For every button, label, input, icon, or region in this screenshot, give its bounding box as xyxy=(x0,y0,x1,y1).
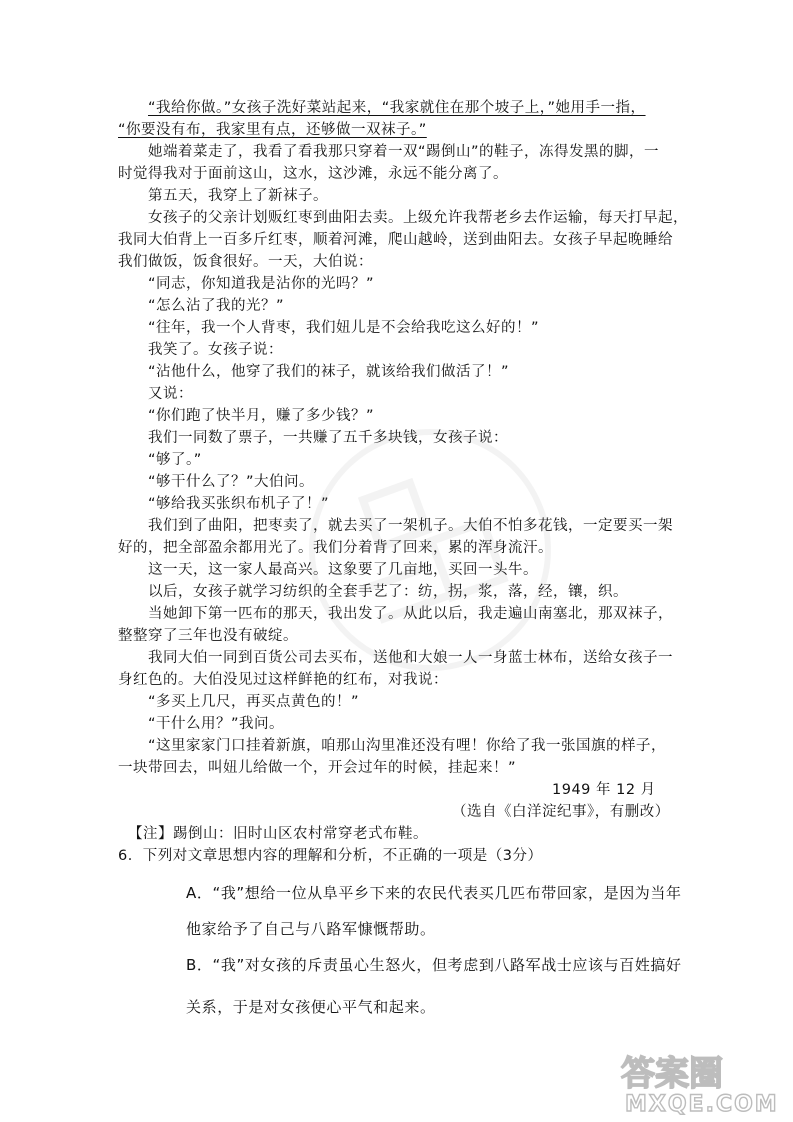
passage-line: 整整穿了三年也没有破绽。 xyxy=(118,628,298,644)
passage-line: 身红色的。大伯没见过这样鲜艳的红布，对我说： xyxy=(118,672,448,688)
passage-line: “沾他什么，他穿了我们的袜子，就该给我们做活了！” xyxy=(148,364,510,380)
passage-line: “往年，我一个人背枣，我们妞儿是不会给我吃这么好的！” xyxy=(148,320,540,336)
passage-line: 第五天，我穿上了新袜子。 xyxy=(148,188,328,204)
passage-line: 当她卸下第一匹布的那天，我出发了。从此以后，我走遍山南塞北，那双袜子， xyxy=(148,606,673,622)
passage-line: 她端着菜走了，我看了看我那只穿着一双“踢倒山”的鞋子，冻得发黑的脚，一 xyxy=(148,144,660,160)
passage-line: 我笑了。女孩子说： xyxy=(148,342,283,358)
option-a-line-2: 他家给予了自己与八路军慷慨帮助。 xyxy=(186,920,436,938)
passage-line: “够给我买张织布机子了！” xyxy=(148,496,330,512)
passage-line: 又说： xyxy=(148,386,193,402)
logo-text-bottom: MXQE.COM xyxy=(625,1092,779,1117)
passage-line: 这一天，这一家人最高兴。这象要了几亩地，买回一头牛。 xyxy=(148,562,538,578)
logo-text-top: 答案圈 xyxy=(621,1054,723,1094)
passage-line: 我们一同数了票子，一共赚了五千多块钱，女孩子说： xyxy=(148,430,508,446)
site-logo-icon xyxy=(615,1045,785,1117)
passage-line: “你们跑了快半月，赚了多少钱？” xyxy=(148,408,375,424)
passage-source: （选自《白洋淀纪事》，有删改） xyxy=(452,804,670,820)
passage-line: “这里家家门口挂着新旗，咱那山沟里准还没有哩！你给了我一张国旗的样子， xyxy=(148,738,667,754)
passage-line: 以后，女孩子就学习纺织的全套手艺了：纺，拐，浆，落，经，镶，织。 xyxy=(148,584,628,600)
footnote: 【注】踢倒山：旧时山区农村常穿老式布鞋。 xyxy=(128,826,428,842)
passage-line: 好的，把全部盈余都用光了。我们分着背了回来，累的浑身流汗。 xyxy=(118,540,553,556)
passage-line: 我同大伯一同到百货公司去买布，送他和大娘一人一身蓝士林布，送给女孩子一 xyxy=(148,650,673,666)
passage-line: “怎么沾了我的光？” xyxy=(148,298,285,314)
passage-line: 时觉得我对于面前这山，这水，这沙滩，永远不能分离了。 xyxy=(118,166,508,182)
passage-line: 我们到了曲阳，把枣卖了，就去买了一架机子。大伯不怕多花钱，一定要买一架 xyxy=(148,518,673,534)
passage-date: 1949 年 12 月 xyxy=(552,782,656,798)
passage-line: 我同大伯背上一百多斤红枣，顺着河滩，爬山越岭，送到曲阳去。女孩子早起晚睡给 xyxy=(118,232,673,248)
passage-line: 一块带回去，叫妞儿给做一个，开会过年的时候，挂起来！” xyxy=(118,760,517,776)
option-b-line-1: B．“我”对女孩的斥责虽心生怒火，但考虑到八路军战士应该与百姓搞好 xyxy=(186,956,682,974)
passage-line: “同志，你知道我是沾你的光吗？” xyxy=(148,276,375,292)
option-a-line-1: A．“我”想给一位从阜平乡下来的农民代表买几匹布带回家，是因为当年 xyxy=(186,884,682,902)
passage-line: “够干什么了？”大伯问。 xyxy=(148,474,315,490)
passage-line: “多买上几尺，再买点黄色的！” xyxy=(148,694,360,710)
passage-line: 我们做饭，饭食很好。一天，大伯说： xyxy=(118,254,373,270)
passage-line: “我给你做。”女孩子洗好菜站起来，“我家就住在那个坡子上，”她用手一指， xyxy=(148,100,646,116)
question-stem: 6．下列对文章思想内容的理解和分析，不正确的一项是（3分） xyxy=(118,848,543,864)
passage-line: 女孩子的父亲计划贩红枣到曲阳去卖。上级允许我帮老乡去作运输，每天打早起， xyxy=(148,210,688,226)
option-b-line-2: 关系，于是对女孩便心平气和起来。 xyxy=(186,998,436,1016)
passage-line: “干什么用？”我问。 xyxy=(148,716,285,732)
passage-line: “够了。” xyxy=(148,452,202,468)
passage-line: “你要没有布，我家里有点，还够做一双袜子。” xyxy=(118,122,427,138)
